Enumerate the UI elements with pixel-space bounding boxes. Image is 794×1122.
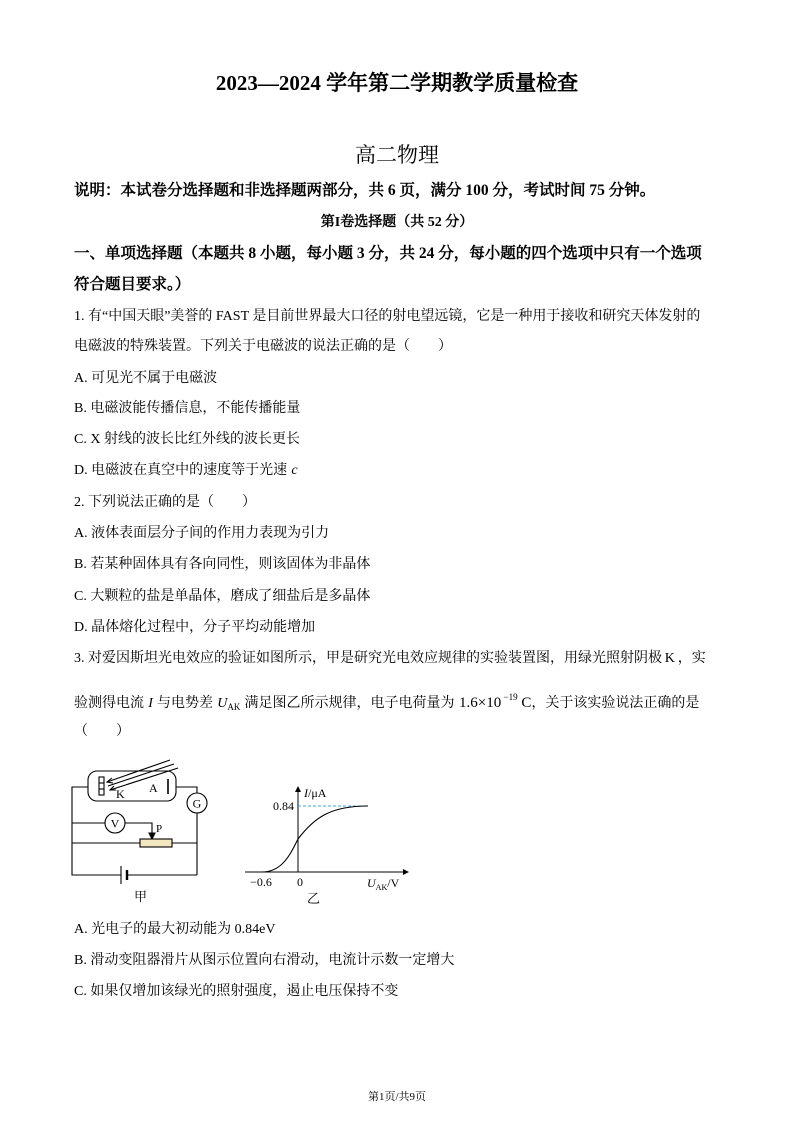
q3-stem-line2 — [74, 687, 700, 712]
voltmeter-label: V — [110, 816, 120, 831]
x-axis-unit: /V — [387, 876, 400, 890]
q3-figure — [60, 755, 420, 915]
q1-option-b: B. 电磁波能传播信息，不能传播能量 — [74, 401, 301, 416]
q3-stem-line3: （ ） — [74, 724, 130, 739]
q3-charge-unit: C — [521, 695, 532, 711]
exam-title: 2023—2024 学年第二学期教学质量检查 — [215, 71, 579, 95]
q2-option-c: C. 大颗粒的盐是单晶体，磨成了细盐后是多晶体 — [74, 589, 371, 604]
graph-caption: 乙 — [307, 891, 321, 906]
q3-voltage-subscript: AK — [227, 702, 241, 712]
iv-curve — [262, 806, 368, 872]
subject-title: 高二物理 — [355, 143, 439, 167]
circuit-diagram — [72, 760, 207, 884]
q3-voltage-variable — [217, 696, 240, 711]
q1-stem-line1: 1. 有“中国天眼”美誉的 FAST 是目前世界最大口径的射电望远镜，它是一种用于接收和研究天体发射的 — [74, 309, 701, 324]
part-title: 第I卷选择题（共 52 分） — [320, 215, 474, 230]
q1-option-a: A. 可见光不属于电磁波 — [74, 371, 218, 386]
cathode-plate — [99, 777, 104, 795]
q1-option-d — [74, 461, 302, 481]
q1-option-d-text: D. 电磁波在真空中的速度等于光速 — [74, 463, 288, 478]
section-heading-line2: 符合题目要求。） — [74, 276, 191, 293]
x-axis-label — [367, 876, 400, 892]
section-heading-line1: 一、单项选择题（本题共 8 小题，每小题 3 分，共 24 分，每小题的四个选项中只有一个选项 — [74, 245, 702, 262]
q3-voltage-symbol: U — [217, 696, 228, 711]
exam-note: 说明：本试卷分选择题和非选择题两部分，共 6 页，满分 100 分，考试时间 75 分钟。 — [74, 182, 656, 199]
q3-line1-text: 3. 对爱因斯坦光电效应的验证如图所示，甲是研究光电效应规律的实验装置图，用绿光照射阴极 — [74, 651, 662, 666]
circuit-caption: 甲 — [134, 889, 148, 904]
q1-stem-line2: 电磁波的特殊装置。下列关于电磁波的说法正确的是（ ） — [74, 339, 452, 354]
y-axis-unit: /μA — [308, 786, 327, 800]
galvanometer-label: G — [192, 796, 202, 811]
cathode-label: K — [116, 787, 125, 801]
q3-option-a: A. 光电子的最大初动能为 0.84eV — [74, 922, 276, 937]
x-tick-label-negative: −0.6 — [250, 875, 272, 889]
q3-charge-base: 1.6×10 — [459, 695, 502, 711]
q3-line2-text1: 验测得电流 — [74, 696, 144, 711]
q2-option-b: B. 若某种固体具有各向同性，则该固体为非晶体 — [74, 557, 371, 572]
page-footer: 第1页/共9页 — [367, 1091, 427, 1103]
slider-arrowhead — [149, 833, 155, 839]
q3-charge-exponent: −19 — [503, 692, 518, 702]
q2-option-d: D. 晶体熔化过程中，分子平均动能增加 — [74, 620, 316, 635]
q3-line1-tail: ，实 — [677, 651, 706, 666]
iv-graph — [245, 786, 409, 875]
x-axis-arrowhead — [403, 869, 409, 875]
q2-stem: 2. 下列说法正确的是（ ） — [74, 495, 256, 510]
y-axis-arrowhead — [295, 786, 301, 792]
rheostat — [140, 839, 172, 847]
q3-line2-text3: 满足图乙所示规律，电子电荷量为 — [244, 696, 455, 711]
anode-wire — [176, 787, 197, 793]
q3-stem-line1 — [74, 649, 706, 669]
q3-current-variable: I — [148, 696, 153, 711]
light-ray — [108, 764, 174, 786]
q3-option-b: B. 滑动变阻器滑片从图示位置向右滑动，电流计示数一定增大 — [74, 953, 455, 968]
q3-line1-cathode-symbol: K — [664, 651, 675, 666]
q3-line2-text2: 与电势差 — [157, 696, 214, 711]
slider-wire — [125, 823, 152, 834]
q1-option-d-variable: c — [291, 463, 298, 478]
q3-line2-text4: ，关于该实验说法正确的是 — [531, 696, 700, 711]
x-axis-variable: U — [367, 876, 376, 890]
q1-option-c: C. X 射线的波长比红外线的波长更长 — [74, 432, 300, 447]
q3-option-c: C. 如果仅增加该绿光的照射强度，遏止电压保持不变 — [74, 984, 399, 999]
y-tick-label: 0.84 — [273, 799, 294, 814]
y-axis-variable: I — [304, 786, 308, 800]
origin-label: 0 — [297, 875, 303, 889]
x-axis-subscript: AK — [375, 883, 388, 892]
anode-label: A — [149, 781, 158, 795]
q2-option-a: A. 液体表面层分子间的作用力表现为引力 — [74, 526, 330, 541]
slider-label: P — [156, 823, 163, 835]
y-axis-label — [303, 786, 327, 800]
